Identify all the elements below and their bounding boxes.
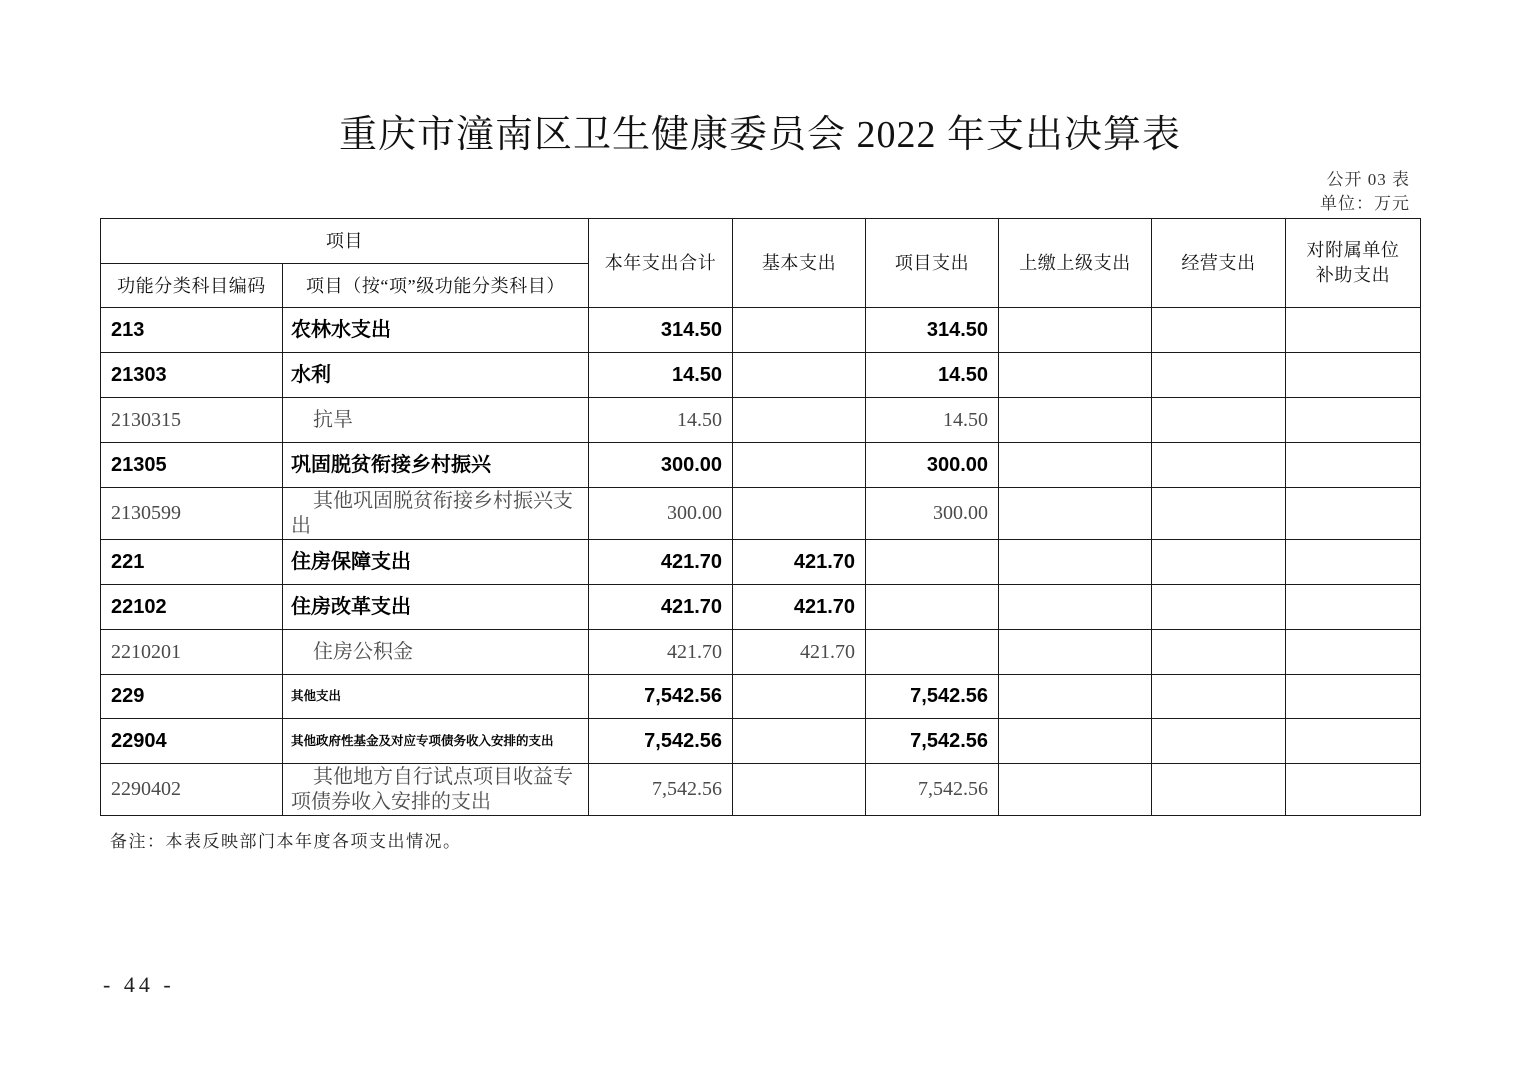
table-row <box>101 719 1421 764</box>
cell-basic <box>733 443 866 488</box>
row-name: 住房公积金 <box>283 630 589 675</box>
table-row <box>101 353 1421 398</box>
cell-remit-upper <box>999 630 1152 675</box>
table-row <box>101 443 1421 488</box>
header-basic: 基本支出 <box>733 219 866 308</box>
table-note: 备注：本表反映部门本年度各项支出情况。 <box>110 832 462 851</box>
cell-subsidy <box>1286 585 1421 630</box>
page-title: 重庆市潼南区卫生健康委员会 2022 年支出决算表 <box>338 114 1181 156</box>
cell-remit-upper <box>999 540 1152 585</box>
cell-project <box>866 630 999 675</box>
cell-basic: 421.70 <box>733 540 866 585</box>
cell-total: 421.70 <box>589 540 733 585</box>
cell-subsidy <box>1286 630 1421 675</box>
row-name: 住房保障支出 <box>283 540 589 585</box>
row-name: 农林水支出 <box>283 308 589 353</box>
cell-subsidy <box>1286 764 1421 816</box>
row-name: 抗旱 <box>283 398 589 443</box>
row-code: 213 <box>101 308 283 353</box>
table-row <box>101 630 1421 675</box>
cell-business <box>1152 488 1286 540</box>
header-code: 功能分类科目编码 <box>101 264 283 308</box>
row-code: 2210201 <box>101 630 283 675</box>
cell-basic <box>733 308 866 353</box>
cell-basic: 421.70 <box>733 585 866 630</box>
cell-remit-upper <box>999 764 1152 816</box>
cell-total: 7,542.56 <box>589 764 733 816</box>
header-subsidy <box>1286 219 1421 308</box>
table-row <box>101 585 1421 630</box>
row-name: 其他政府性基金及对应专项债务收入安排的支出 <box>283 719 589 764</box>
cell-total: 14.50 <box>589 353 733 398</box>
cell-project: 300.00 <box>866 488 999 540</box>
cell-basic <box>733 675 866 719</box>
cell-basic: 421.70 <box>733 630 866 675</box>
cell-business <box>1152 630 1286 675</box>
row-code: 22904 <box>101 719 283 764</box>
row-code: 2130599 <box>101 488 283 540</box>
cell-remit-upper <box>999 585 1152 630</box>
header-row <box>101 219 1421 264</box>
cell-basic <box>733 488 866 540</box>
row-name: 其他地方自行试点项目收益专项债券收入安排的支出 <box>283 764 589 816</box>
cell-remit-upper <box>999 675 1152 719</box>
cell-remit-upper <box>999 398 1152 443</box>
cell-total: 300.00 <box>589 443 733 488</box>
cell-subsidy <box>1286 308 1421 353</box>
cell-project: 7,542.56 <box>866 719 999 764</box>
cell-subsidy <box>1286 353 1421 398</box>
cell-remit-upper <box>999 308 1152 353</box>
cell-subsidy <box>1286 719 1421 764</box>
expenditure-table <box>100 218 1421 816</box>
header-total: 本年支出合计 <box>589 219 733 308</box>
cell-project: 314.50 <box>866 308 999 353</box>
row-code: 22102 <box>101 585 283 630</box>
cell-total: 421.70 <box>589 585 733 630</box>
cell-project: 300.00 <box>866 443 999 488</box>
table-row <box>101 488 1421 540</box>
cell-total: 314.50 <box>589 308 733 353</box>
row-name: 其他巩固脱贫衔接乡村振兴支出 <box>283 488 589 540</box>
row-name: 其他支出 <box>283 675 589 719</box>
cell-basic <box>733 719 866 764</box>
cell-remit-upper <box>999 719 1152 764</box>
row-name: 巩固脱贫衔接乡村振兴 <box>283 443 589 488</box>
cell-remit-upper <box>999 353 1152 398</box>
row-code: 2290402 <box>101 764 283 816</box>
cell-total: 300.00 <box>589 488 733 540</box>
cell-total: 7,542.56 <box>589 675 733 719</box>
row-code: 229 <box>101 675 283 719</box>
table-row <box>101 308 1421 353</box>
cell-project: 7,542.56 <box>866 675 999 719</box>
cell-business <box>1152 719 1286 764</box>
table-row <box>101 764 1421 816</box>
cell-basic <box>733 764 866 816</box>
cell-subsidy <box>1286 443 1421 488</box>
page-number: - 44 - <box>103 972 175 997</box>
cell-business <box>1152 764 1286 816</box>
table-number: 公开 03 表 <box>1326 170 1410 189</box>
cell-subsidy <box>1286 488 1421 540</box>
header-business: 经营支出 <box>1152 219 1286 308</box>
cell-basic <box>733 398 866 443</box>
header-subsidy-line1: 对附属单位 <box>1306 240 1400 260</box>
cell-subsidy <box>1286 675 1421 719</box>
cell-total: 14.50 <box>589 398 733 443</box>
row-code: 221 <box>101 540 283 585</box>
cell-business <box>1152 675 1286 719</box>
cell-business <box>1152 443 1286 488</box>
cell-project: 14.50 <box>866 353 999 398</box>
table-row <box>101 540 1421 585</box>
cell-business <box>1152 585 1286 630</box>
row-code: 2130315 <box>101 398 283 443</box>
cell-project <box>866 540 999 585</box>
cell-business <box>1152 540 1286 585</box>
cell-remit-upper <box>999 443 1152 488</box>
table-row <box>101 675 1421 719</box>
header-item-group: 项目 <box>101 219 589 264</box>
cell-total: 421.70 <box>589 630 733 675</box>
cell-business <box>1152 398 1286 443</box>
header-project: 项目支出 <box>866 219 999 308</box>
cell-project: 7,542.56 <box>866 764 999 816</box>
cell-remit-upper <box>999 488 1152 540</box>
cell-subsidy <box>1286 398 1421 443</box>
cell-total: 7,542.56 <box>589 719 733 764</box>
cell-basic <box>733 353 866 398</box>
row-code: 21303 <box>101 353 283 398</box>
header-subsidy-line2: 补助支出 <box>1315 265 1391 285</box>
header-name: 项目（按“项”级功能分类科目） <box>283 264 589 308</box>
cell-subsidy <box>1286 540 1421 585</box>
row-code: 21305 <box>101 443 283 488</box>
row-name: 住房改革支出 <box>283 585 589 630</box>
table-row <box>101 398 1421 443</box>
cell-project <box>866 585 999 630</box>
cell-business <box>1152 353 1286 398</box>
cell-business <box>1152 308 1286 353</box>
cell-project: 14.50 <box>866 398 999 443</box>
unit-label: 单位：万元 <box>1320 194 1410 213</box>
row-name: 水利 <box>283 353 589 398</box>
header-remit-upper: 上缴上级支出 <box>999 219 1152 308</box>
